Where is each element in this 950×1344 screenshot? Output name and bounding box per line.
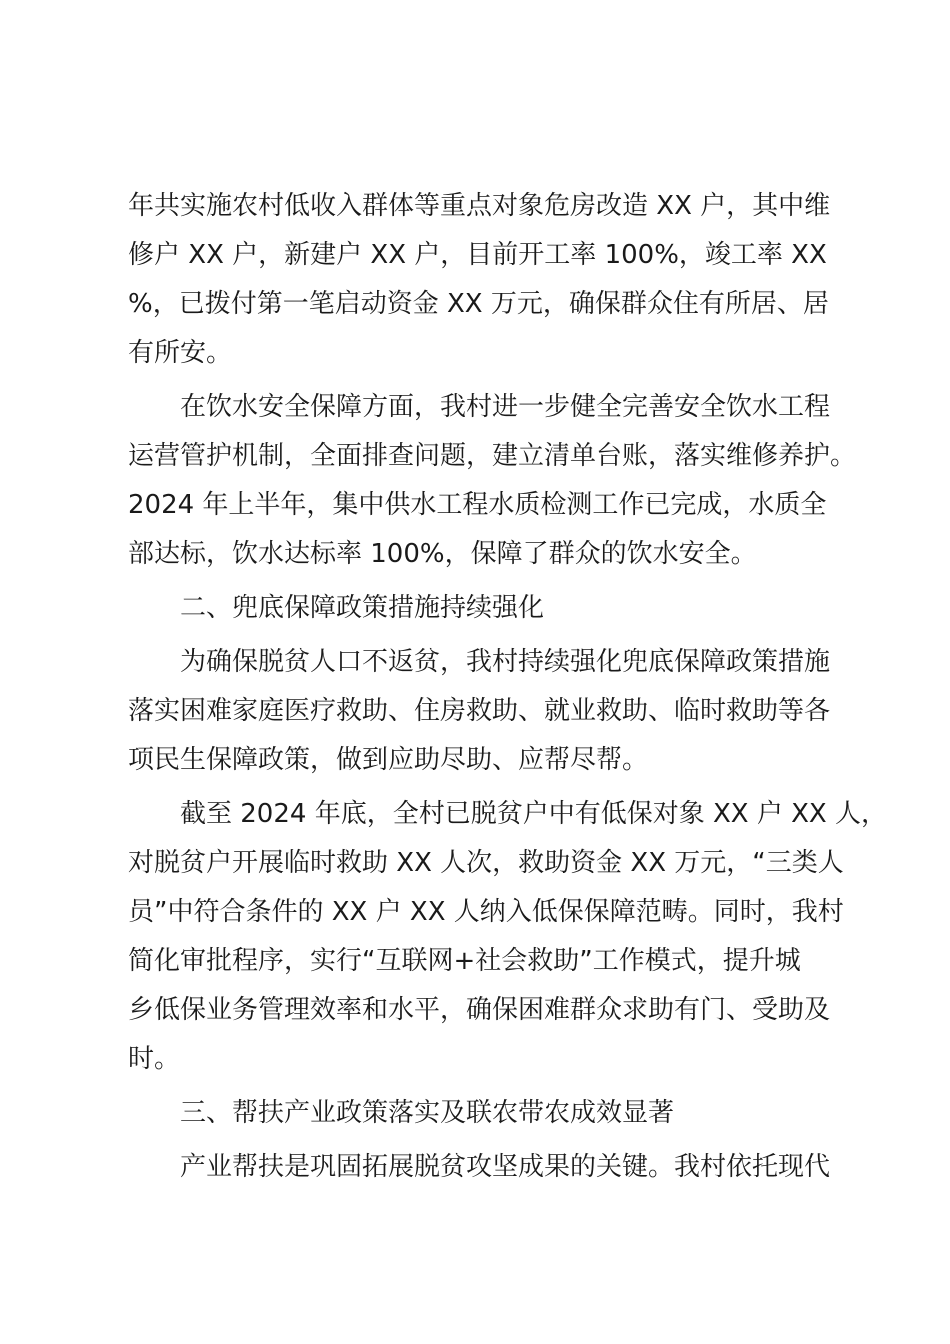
paragraph-line: 在饮水安全保障方面，我村进一步健全完善安全饮水工程 xyxy=(180,392,831,422)
paragraph-line: 简化审批程序，实行“互联网+社会救助”工作模式，提升城 xyxy=(128,946,801,976)
paragraph-line: 有所安。 xyxy=(128,338,233,368)
paragraph-line: 运营管护机制，全面排查问题，建立清单台账，落实维修养护。 xyxy=(128,441,857,471)
paragraph-line: %，已拨付第一笔启动资金 XX 万元，确保群众住有所居、居 xyxy=(128,289,829,319)
paragraph-line: 年共实施农村低收入群体等重点对象危房改造 XX 户，其中维 xyxy=(128,191,831,221)
paragraph-line: 截至 2024 年底，全村已脱贫户中有低保对象 XX 户 XX 人， xyxy=(180,799,888,829)
paragraph-line: 对脱贫户开展临时救助 XX 人次，救助资金 XX 万元，“三类人 xyxy=(128,848,844,878)
section-heading: 二、兜底保障政策措施持续强化 xyxy=(180,593,545,623)
paragraph-line: 员”中符合条件的 XX 户 XX 人纳入低保保障范畴。同时，我村 xyxy=(128,897,844,927)
paragraph-line: 产业帮扶是巩固拓展脱贫攻坚成果的关键。我村依托现代 xyxy=(180,1152,831,1182)
paragraph-line: 2024 年上半年，集中供水工程水质检测工作已完成，水质全 xyxy=(128,490,827,520)
paragraph-line: 部达标，饮水达标率 100%，保障了群众的饮水安全。 xyxy=(128,539,757,569)
section-heading: 三、帮扶产业政策落实及联农带农成效显著 xyxy=(180,1098,675,1128)
paragraph-line: 为确保脱贫人口不返贫，我村持续强化兜底保障政策措施 xyxy=(180,647,831,677)
paragraph-line: 项民生保障政策，做到应助尽助、应帮尽帮。 xyxy=(128,745,649,775)
paragraph-line: 落实困难家庭医疗救助、住房救助、就业救助、临时救助等各 xyxy=(128,696,831,726)
document-body xyxy=(128,182,888,1192)
paragraph-line: 修户 XX 户，新建户 XX 户，目前开工率 100%，竣工率 XX xyxy=(128,240,827,270)
paragraph-line: 时。 xyxy=(128,1044,181,1074)
paragraph-line: 乡低保业务管理效率和水平，确保困难群众求助有门、受助及 xyxy=(128,995,831,1025)
